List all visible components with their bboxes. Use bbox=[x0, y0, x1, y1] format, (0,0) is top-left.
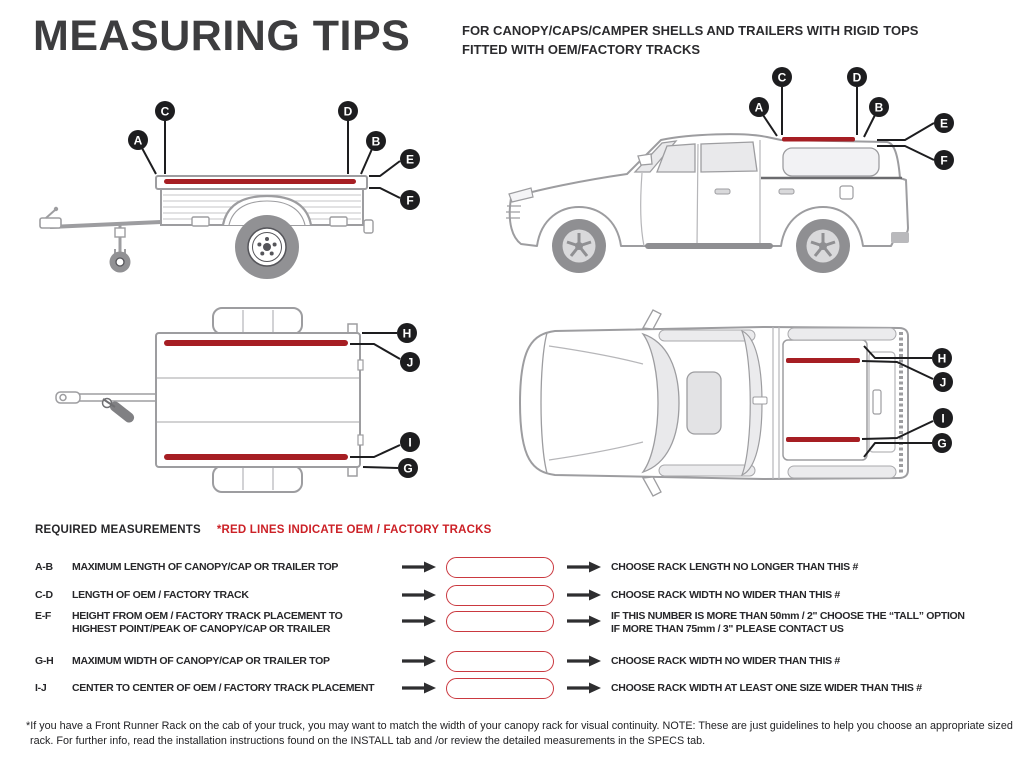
page-title: MEASURING TIPS bbox=[33, 12, 411, 60]
measurement-row-ij bbox=[35, 677, 994, 699]
arrow-icon bbox=[567, 561, 601, 573]
svg-text:E: E bbox=[939, 116, 949, 131]
trailer-top-illustration bbox=[56, 308, 363, 492]
measurement-id: A-B bbox=[35, 561, 53, 573]
measurement-guidance: CHOOSE RACK WIDTH AT LEAST ONE SIZE WIDER THAN THIS # bbox=[611, 681, 922, 694]
svg-text:F: F bbox=[406, 193, 414, 208]
svg-text:C: C bbox=[160, 104, 170, 119]
measurement-value-field-ab[interactable] bbox=[446, 557, 554, 578]
svg-text:I: I bbox=[941, 411, 945, 426]
arrow-icon bbox=[567, 615, 601, 627]
measurement-guidance: CHOOSE RACK WIDTH NO WIDER THAN THIS # bbox=[611, 588, 840, 601]
truck-side-illustration bbox=[506, 134, 909, 273]
arrow-icon bbox=[402, 589, 436, 601]
callout-b-marker bbox=[869, 97, 889, 117]
arrow-icon bbox=[402, 615, 436, 627]
callout-a-marker bbox=[749, 97, 769, 117]
oem-track-line bbox=[782, 137, 855, 142]
svg-text:E: E bbox=[405, 152, 415, 167]
svg-text:J: J bbox=[406, 355, 414, 370]
callout-h-marker bbox=[397, 323, 417, 343]
measurement-description: CENTER TO CENTER OF OEM / FACTORY TRACK PLACEMENT bbox=[72, 681, 375, 694]
measurement-guidance: CHOOSE RACK LENGTH NO LONGER THAN THIS # bbox=[611, 560, 859, 573]
callout-c-marker bbox=[155, 101, 175, 121]
svg-text:I: I bbox=[408, 435, 412, 450]
arrow-icon bbox=[402, 655, 436, 667]
svg-text:B: B bbox=[371, 134, 381, 149]
svg-text:A: A bbox=[754, 100, 764, 115]
oem-track-line bbox=[164, 179, 356, 184]
callout-i-marker bbox=[400, 432, 420, 452]
page-subtitle: FOR CANOPY/CAPS/CAMPER SHELLS AND TRAILERS WITH RIGID TOPS FITTED WITH OEM/FACTORY TRACKS bbox=[462, 23, 919, 57]
callout-j-marker bbox=[400, 352, 420, 372]
svg-text:H: H bbox=[937, 351, 947, 366]
oem-track-line bbox=[164, 340, 348, 346]
measurement-row-gh bbox=[35, 650, 994, 672]
measurement-row-cd bbox=[35, 584, 994, 606]
truck-side-view-diagram bbox=[495, 60, 1015, 300]
measurement-id: E-F bbox=[35, 610, 52, 622]
callout-d-marker bbox=[338, 101, 358, 121]
svg-text:B: B bbox=[874, 100, 884, 115]
callout-e-marker bbox=[934, 113, 954, 133]
measurement-id: I-J bbox=[35, 682, 47, 694]
measurement-value-field-gh[interactable] bbox=[446, 651, 554, 672]
measurement-row-ab bbox=[35, 556, 994, 578]
footnote: *If you have a Front Runner Rack on the cab of your truck, you may want to match the width of your canopy rack for visual continuity. NOTE: These are just guidelines to help you choose an appropriate sized rack. For further info, read the installation instructions found on the INSTALL tab and /or review the detailed measurements in the SPECS tab. bbox=[26, 720, 1013, 747]
measurement-value-field-ij[interactable] bbox=[446, 678, 554, 699]
oem-track-line bbox=[164, 454, 348, 460]
svg-text:H: H bbox=[402, 326, 412, 341]
svg-text:D: D bbox=[852, 70, 862, 85]
measurement-id: G-H bbox=[35, 655, 54, 667]
callout-g-marker bbox=[932, 433, 952, 453]
required-measurements-heading: REQUIRED MEASUREMENTS bbox=[35, 524, 201, 536]
callout-g-marker bbox=[398, 458, 418, 478]
callout-j-marker bbox=[933, 372, 953, 392]
svg-text:F: F bbox=[940, 153, 948, 168]
callout-f-marker bbox=[934, 150, 954, 170]
svg-text:D: D bbox=[343, 104, 353, 119]
trailer-side-view-diagram bbox=[30, 90, 440, 300]
oem-track-line bbox=[786, 437, 860, 442]
arrow-icon bbox=[567, 589, 601, 601]
measurement-guidance: IF THIS NUMBER IS MORE THAN 50mm / 2" CHOOSE THE “TALL” OPTION IF MORE THAN 75mm / 3" PLEASE CONTACT US bbox=[611, 610, 965, 635]
arrow-icon bbox=[402, 682, 436, 694]
arrow-icon bbox=[567, 682, 601, 694]
callout-e-marker bbox=[400, 149, 420, 169]
measurement-description: LENGTH OF OEM / FACTORY TRACK bbox=[72, 588, 249, 601]
measurement-row-ef bbox=[35, 610, 994, 636]
rear-wheel bbox=[796, 219, 850, 273]
oem-track-line bbox=[786, 358, 860, 363]
arrow-icon bbox=[567, 655, 601, 667]
callout-leader-line bbox=[142, 121, 372, 174]
red-lines-legend: *RED LINES INDICATE OEM / FACTORY TRACKS bbox=[216, 524, 492, 536]
svg-text:A: A bbox=[133, 133, 143, 148]
measurement-value-field-cd[interactable] bbox=[446, 585, 554, 606]
measurement-description: MAXIMUM LENGTH OF CANOPY/CAP OR TRAILER TOP bbox=[72, 560, 339, 573]
callout-b-marker bbox=[366, 131, 386, 151]
svg-text:G: G bbox=[937, 436, 947, 451]
trailer-top-view-diagram bbox=[30, 300, 440, 510]
callout-h-marker bbox=[932, 348, 952, 368]
truck-top-illustration bbox=[520, 310, 908, 496]
measurement-description: MAXIMUM WIDTH OF CANOPY/CAP OR TRAILER TOP bbox=[72, 654, 330, 667]
trailer-side-illustration bbox=[40, 176, 373, 279]
callout-leader-line bbox=[763, 87, 875, 137]
measurement-guidance: CHOOSE RACK WIDTH NO WIDER THAN THIS # bbox=[611, 654, 840, 667]
callout-i-marker bbox=[933, 408, 953, 428]
callout-f-marker bbox=[400, 190, 420, 210]
measurement-description: HEIGHT FROM OEM / FACTORY TRACK PLACEMENT TO HIGHEST POINT/PEAK OF CANOPY/CAP OR TRAILER bbox=[72, 610, 343, 635]
truck-top-view-diagram bbox=[495, 300, 1015, 510]
callout-c-marker bbox=[772, 67, 792, 87]
callout-a-marker bbox=[128, 130, 148, 150]
front-wheel bbox=[552, 219, 606, 273]
svg-text:C: C bbox=[777, 70, 787, 85]
arrow-icon bbox=[402, 561, 436, 573]
svg-text:G: G bbox=[403, 461, 413, 476]
callout-leader-line bbox=[369, 161, 400, 198]
measurement-id: C-D bbox=[35, 589, 53, 601]
measurement-value-field-ef[interactable] bbox=[446, 611, 554, 632]
svg-text:J: J bbox=[939, 375, 947, 390]
callout-d-marker bbox=[847, 67, 867, 87]
